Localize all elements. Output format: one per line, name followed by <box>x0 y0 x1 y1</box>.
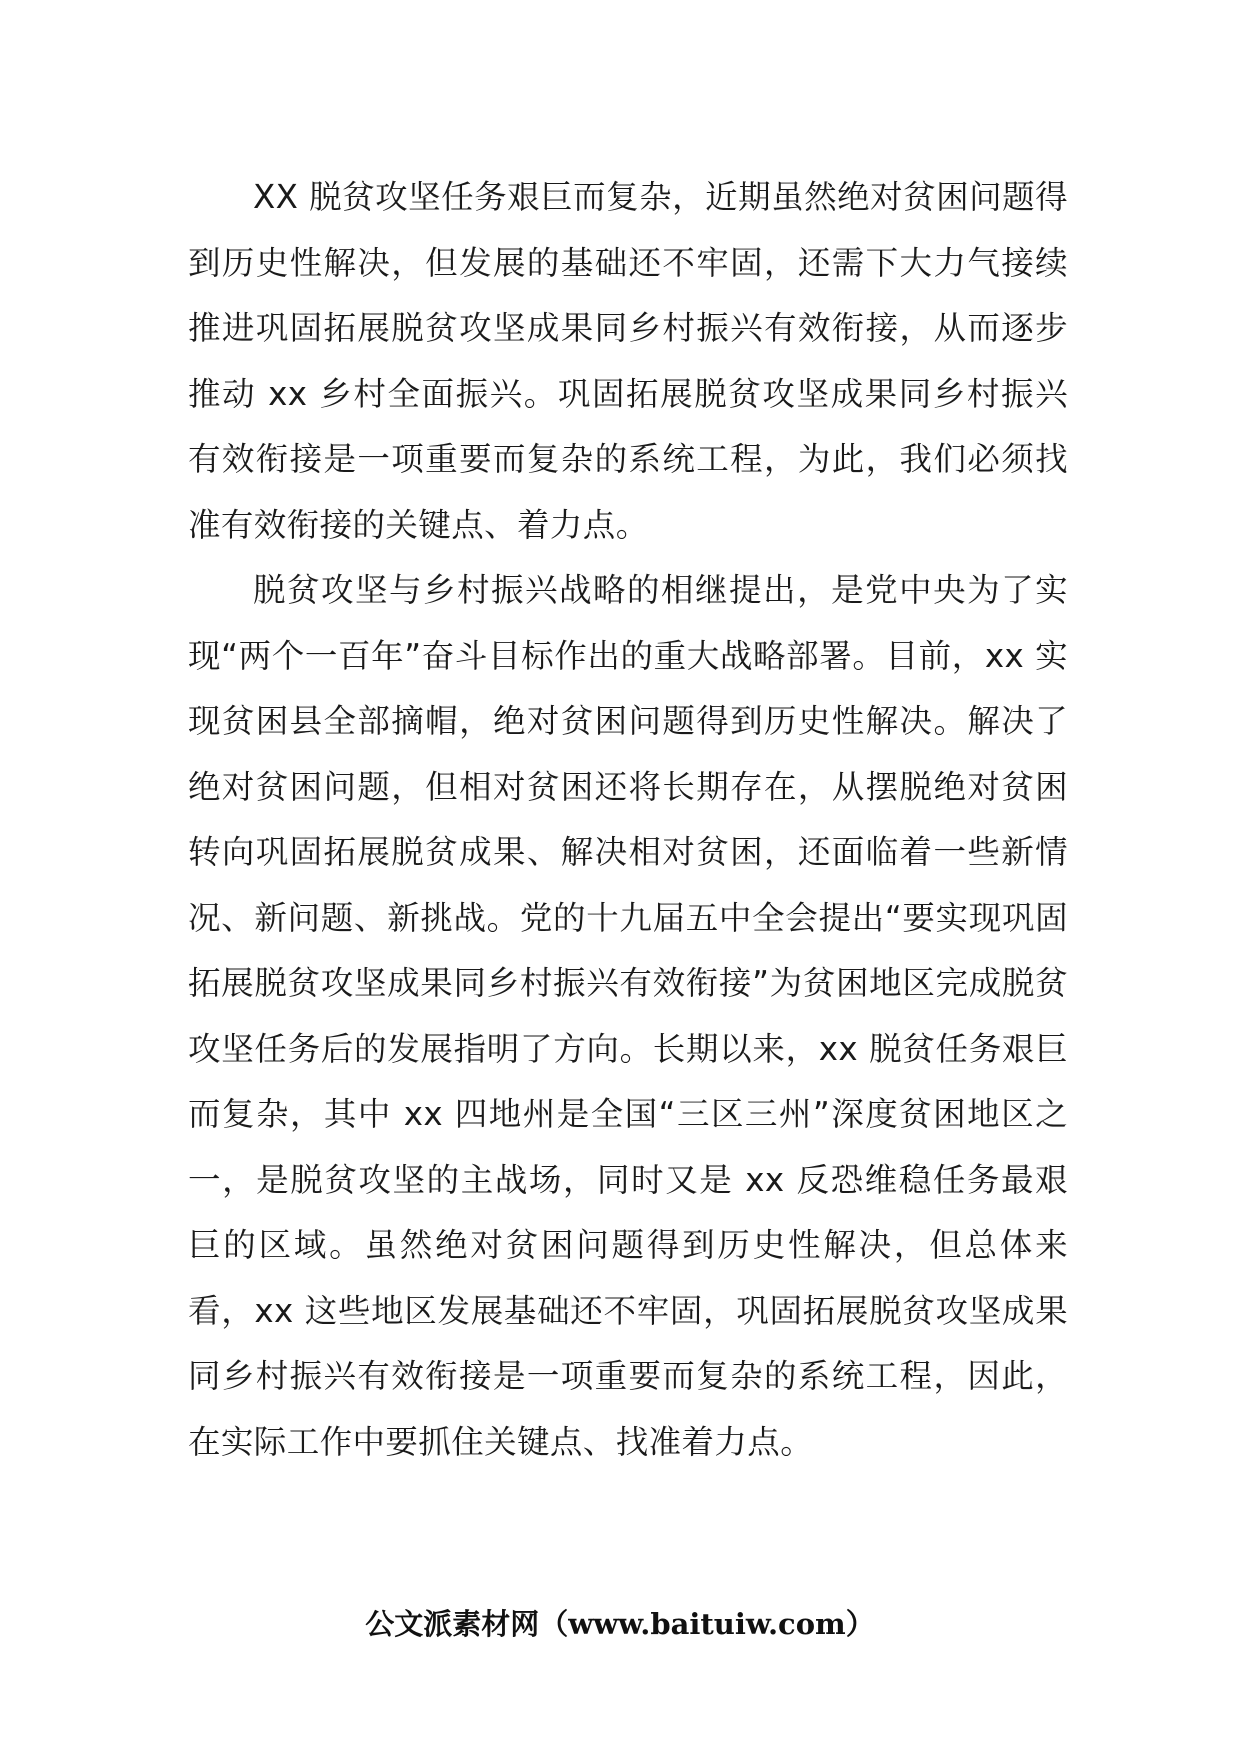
paragraph-1: XX 脱贫攻坚任务艰巨而复杂，近期虽然绝对贫困问题得到历史性解决，但发展的基础还不牢固，还需下大力气接续推进巩固拓展脱贫攻坚成果同乡村振兴有效衔接，从而逐步推动 xx 乡村全面振兴。巩固拓展脱贫攻坚成果同乡村振兴有效衔接是一项重要而复杂的系统工程，为此，我们必须找准有效衔接的关键点、着力点。 <box>188 178 1068 544</box>
footer-watermark: 公文派素材网（www.baituiw.com） <box>365 1607 875 1641</box>
document-body <box>188 165 1068 1475</box>
paragraph-2: 脱贫攻坚与乡村振兴战略的相继提出，是党中央为了实现“两个一百年”奋斗目标作出的重大战略部署。目前，xx 实现贫困县全部摘帽，绝对贫困问题得到历史性解决。解决了绝对贫困问题，但相对贫困还将长期存在，从摆脱绝对贫困转向巩固拓展脱贫成果、解决相对贫困，还面临着一些新情况、新问题、新挑战。党的十九届五中全会提出“要实现巩固拓展脱贫攻坚成果同乡村振兴有效衔接”为贫困地区完成脱贫攻坚任务后的发展指明了方向。长期以来，xx 脱贫任务艰巨而复杂，其中 xx 四地州是全国“三区三州”深度贫困地区之一，是脱贫攻坚的主战场，同时又是 xx 反恐维稳任务最艰巨的区域。虽然绝对贫困问题得到历史性解决，但总体来看，xx 这些地区发展基础还不牢固，巩固拓展脱贫攻坚成果同乡村振兴有效衔接是一项重要而复杂的系统工程，因此，在实际工作中要抓住关键点、找准着力点。 <box>188 571 1068 1461</box>
